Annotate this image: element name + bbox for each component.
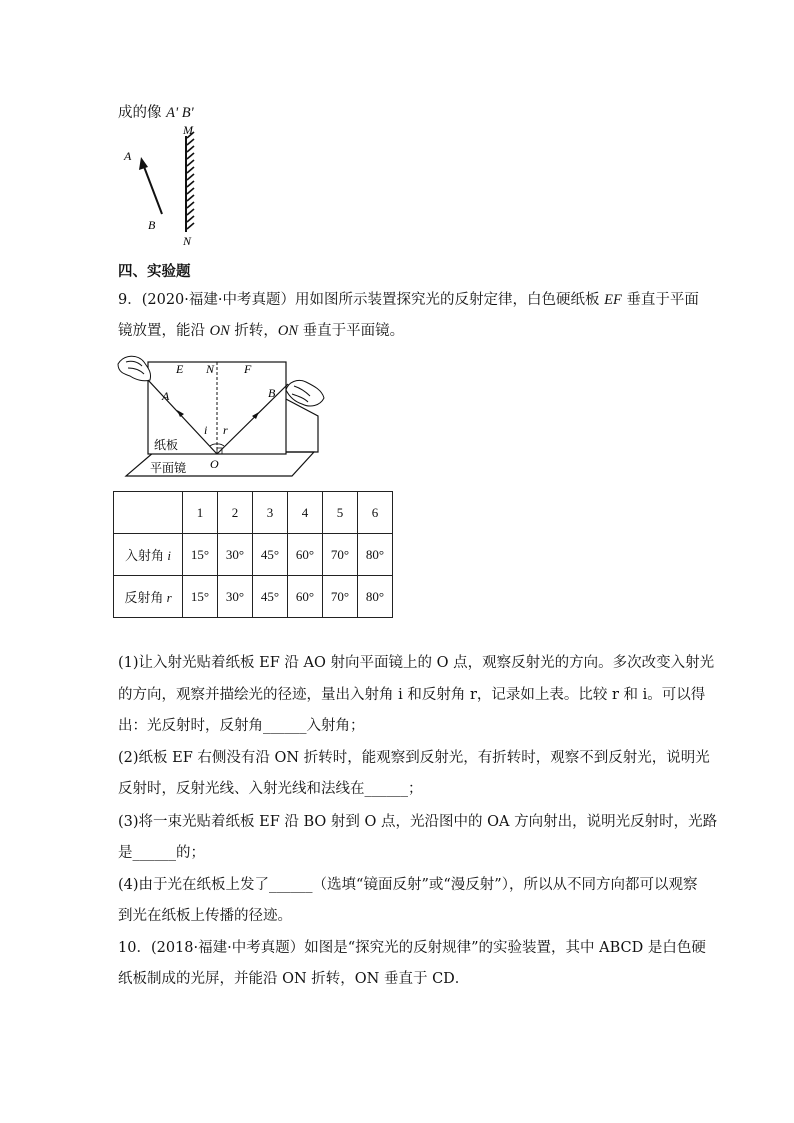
label-o: O [210, 457, 219, 471]
q9-intro-line-2 [118, 321, 404, 341]
board-label: 纸板 [154, 438, 179, 452]
table-cell: 30° [218, 534, 253, 576]
q9-intro-text-a: 9．(2020·福建·中考真题）用如图所示装置探究光的反射定律，白色硬纸板 [118, 292, 605, 308]
q9-part1-line-3: 出：光反射时，反射角______入射角； [118, 718, 365, 734]
reflection-apparatus-figure [114, 350, 329, 482]
label-b: B [148, 218, 156, 232]
table-cell: 80° [358, 576, 393, 618]
arrow-head [139, 157, 148, 170]
q9-intro-line-1 [118, 290, 699, 310]
table-row-incident [114, 534, 393, 576]
row-label-text: 入射角 [125, 548, 165, 563]
q10-line-1: 10．(2018·福建·中考真题）如图是“探究光的反射规律”的实验装置，其中 ABCD 是白色硬 [118, 940, 706, 956]
table-cell: 80° [358, 534, 393, 576]
label-n: N [206, 362, 215, 376]
table-header-cell: 4 [288, 492, 323, 534]
angle-table [113, 491, 393, 618]
q9-part1-line-1: (1)让入射光贴着纸板 EF 沿 AO 射向平面镜上的 O 点，观察反射光的方向。多次改变入射光 [118, 655, 715, 671]
q9-part4-line-1: (4)由于光在纸板上发了______（选填“镜面反射”或“漫反射”），所以从不同方向都可以观察 [118, 877, 698, 893]
label-e: E [176, 362, 184, 376]
table-cell: 70° [323, 576, 358, 618]
table-cell: 45° [253, 576, 288, 618]
mirror-arrow-figure [110, 124, 220, 252]
table-header-cell [114, 492, 183, 534]
row-label-var: r [166, 590, 172, 605]
q9-intro-text-b: 垂直于平面 [621, 292, 699, 308]
label-a: A [124, 149, 132, 163]
q9-intro2-text-b: 折转， [229, 323, 278, 339]
label-b: B [268, 386, 276, 400]
q9-part1-line-2: 的方向，观察并描绘光的径迹，量出入射角 i 和反射角 r，记录如上表。比较 r 和 i。可以得 [118, 687, 706, 703]
mirror-label: 平面镜 [150, 461, 187, 475]
table-header-cell: 5 [323, 492, 358, 534]
q10-line-2: 纸板制成的光屏，并能沿 ON 折转，ON 垂直于 CD． [118, 971, 470, 987]
table-header-row [114, 492, 393, 534]
label-i: i [204, 423, 208, 437]
q9-intro-var-ef: EF [604, 292, 622, 308]
arrow-ab [143, 164, 162, 214]
table-cell: 60° [288, 534, 323, 576]
caption-variable: A' B' [166, 105, 194, 121]
row-label-text: 反射角 [124, 590, 164, 605]
left-hand-icon [118, 356, 151, 381]
q9-intro2-text-c: 垂直于平面镜。 [298, 323, 405, 339]
section-title: 四、实验题 [118, 263, 191, 280]
table-header-cell: 2 [218, 492, 253, 534]
label-n: N [183, 234, 192, 248]
table-header-cell: 1 [183, 492, 218, 534]
label-m: M [183, 124, 193, 137]
label-a: A [162, 389, 170, 403]
q9-part2-line-2: 反射时，反射光线、入射光线和法线在______； [118, 781, 423, 797]
table-row-label [114, 576, 183, 618]
table-cell: 15° [183, 534, 218, 576]
q9-intro2-var-on-2: ON [277, 323, 299, 339]
table-row-reflected [114, 576, 393, 618]
q9-intro2-var-on-1: ON [209, 323, 230, 339]
row-label-var: i [167, 548, 171, 563]
figure-caption [118, 103, 194, 123]
table-cell: 30° [218, 576, 253, 618]
table-row-label [114, 534, 183, 576]
table-header-cell: 6 [358, 492, 393, 534]
q9-part2-line-1: (2)纸板 EF 右侧没有沿 ON 折转时，能观察到反射光，有折转时，观察不到反射光，说明光 [118, 750, 710, 766]
table-header-cell: 3 [253, 492, 288, 534]
q9-part3-line-1: (3)将一束光贴着纸板 EF 沿 BO 射到 O 点，光沿图中的 OA 方向射出，说明光反射时，光路 [118, 814, 718, 830]
table-cell: 70° [323, 534, 358, 576]
label-f: F [244, 362, 252, 376]
caption-text: 成的像 [118, 105, 162, 121]
q9-intro2-text-a: 镜放置，能沿 [118, 323, 210, 339]
q9-part3-line-2: 是______的； [118, 845, 205, 861]
table-cell: 15° [183, 576, 218, 618]
mirror-hatching [187, 132, 194, 229]
q9-part4-line-2: 到光在纸板上传播的径迹。 [118, 908, 292, 924]
table-cell: 60° [288, 576, 323, 618]
table-cell: 45° [253, 534, 288, 576]
label-r: r [223, 423, 228, 437]
